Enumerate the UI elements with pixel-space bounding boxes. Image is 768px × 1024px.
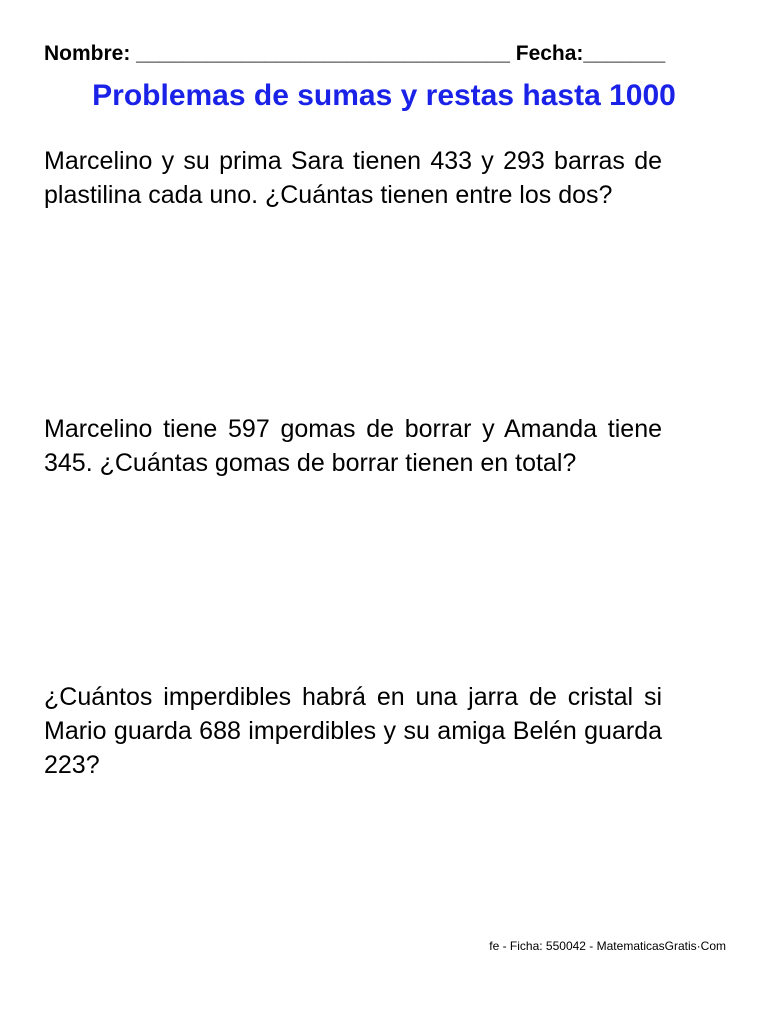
worksheet-title: Problemas de sumas y restas hasta 1000 xyxy=(92,79,676,112)
problem-2: Marcelino tiene 597 gomas de borrar y Amanda tiene 345. ¿Cuántas gomas de borrar tienen en total? xyxy=(44,415,662,477)
problem-1: Marcelino y su prima Sara tienen 433 y 293 barras de plastilina cada uno. ¿Cuántas tienen entre los dos? xyxy=(44,147,662,209)
name-date-line: Nombre: ________________________________ Fecha:_______ xyxy=(44,42,666,65)
footer-reference: fe - Ficha: 550042 - MatematicasGratis·Com xyxy=(489,939,726,953)
problem-3: ¿Cuántos imperdibles habrá en una jarra de cristal si Mario guarda 688 imperdibles y su amiga Belén guarda 223? xyxy=(44,683,662,779)
